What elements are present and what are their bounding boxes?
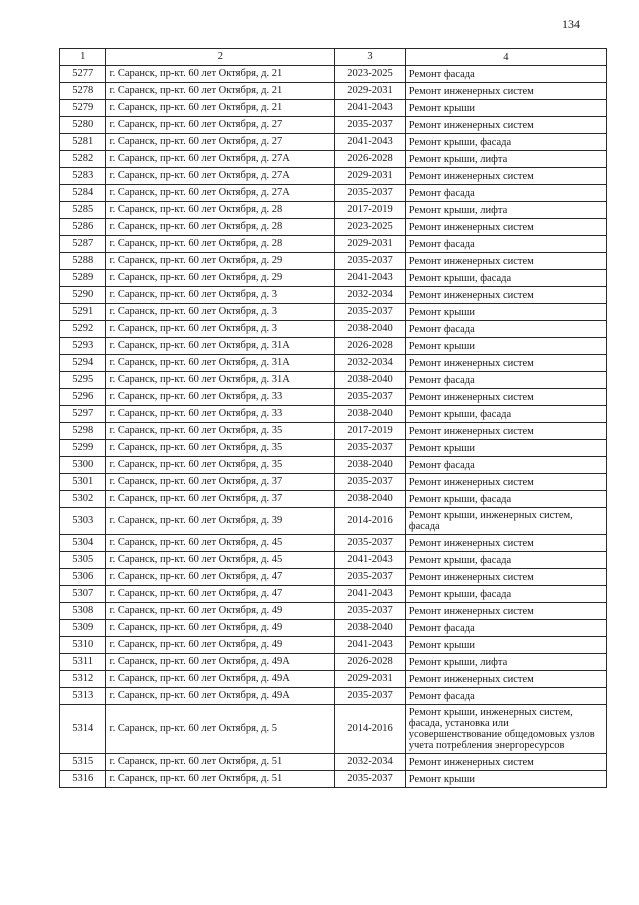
row-address: г. Саранск, пр-кт. 60 лет Октября, д. 28: [106, 202, 335, 219]
row-number: 5290: [60, 287, 106, 304]
table-row: [60, 168, 607, 185]
row-period: 2038-2040: [335, 372, 405, 389]
table-row: [60, 83, 607, 100]
row-address: г. Саранск, пр-кт. 60 лет Октября, д. 33: [106, 406, 335, 423]
table-row: [60, 338, 607, 355]
row-address: г. Саранск, пр-кт. 60 лет Октября, д. 31А: [106, 355, 335, 372]
row-period: 2017-2019: [335, 423, 405, 440]
row-period: 2017-2019: [335, 202, 405, 219]
row-work-type: Ремонт инженерных систем: [405, 569, 606, 586]
row-period: 2014-2016: [335, 508, 405, 535]
row-number: 5305: [60, 552, 106, 569]
row-work-type: Ремонт крыши, фасада: [405, 491, 606, 508]
row-work-type: Ремонт крыши, фасада: [405, 270, 606, 287]
row-number: 5308: [60, 603, 106, 620]
row-address: г. Саранск, пр-кт. 60 лет Октября, д. 27А: [106, 185, 335, 202]
row-work-type: Ремонт крыши: [405, 637, 606, 654]
row-address: г. Саранск, пр-кт. 60 лет Октября, д. 39: [106, 508, 335, 535]
table-row: [60, 219, 607, 236]
table-row: [60, 270, 607, 287]
row-period: 2014-2016: [335, 705, 405, 754]
row-address: г. Саранск, пр-кт. 60 лет Октября, д. 33: [106, 389, 335, 406]
row-period: 2041-2043: [335, 134, 405, 151]
row-address: г. Саранск, пр-кт. 60 лет Октября, д. 29: [106, 253, 335, 270]
row-work-type: Ремонт крыши: [405, 771, 606, 788]
row-work-type: Ремонт фасада: [405, 688, 606, 705]
row-period: 2029-2031: [335, 671, 405, 688]
table-row: [60, 457, 607, 474]
row-period: 2035-2037: [335, 389, 405, 406]
row-period: 2026-2028: [335, 151, 405, 168]
row-address: г. Саранск, пр-кт. 60 лет Октября, д. 49: [106, 637, 335, 654]
row-address: г. Саранск, пр-кт. 60 лет Октября, д. 3: [106, 287, 335, 304]
row-work-type: Ремонт крыши, фасада: [405, 406, 606, 423]
row-work-type: Ремонт крыши, лифта: [405, 151, 606, 168]
table-row: [60, 688, 607, 705]
row-number: 5293: [60, 338, 106, 355]
row-period: 2035-2037: [335, 603, 405, 620]
table-row: [60, 372, 607, 389]
table-row: [60, 185, 607, 202]
row-work-type: Ремонт крыши: [405, 440, 606, 457]
table-row: [60, 236, 607, 253]
table-row: [60, 406, 607, 423]
row-number: 5280: [60, 117, 106, 134]
row-number: 5279: [60, 100, 106, 117]
row-period: 2023-2025: [335, 66, 405, 83]
row-work-type: Ремонт фасада: [405, 457, 606, 474]
table-row: [60, 603, 607, 620]
row-work-type: Ремонт инженерных систем: [405, 474, 606, 491]
row-work-type: Ремонт крыши, фасада: [405, 134, 606, 151]
table-row: [60, 508, 607, 535]
table-row: [60, 253, 607, 270]
row-work-type: Ремонт инженерных систем: [405, 253, 606, 270]
row-work-type: Ремонт фасада: [405, 236, 606, 253]
row-number: 5316: [60, 771, 106, 788]
row-period: 2035-2037: [335, 771, 405, 788]
table-row: [60, 440, 607, 457]
row-number: 5292: [60, 321, 106, 338]
row-work-type: Ремонт крыши, лифта: [405, 654, 606, 671]
row-number: 5286: [60, 219, 106, 236]
row-address: г. Саранск, пр-кт. 60 лет Октября, д. 35: [106, 457, 335, 474]
row-work-type: Ремонт инженерных систем: [405, 603, 606, 620]
row-address: г. Саранск, пр-кт. 60 лет Октября, д. 47: [106, 586, 335, 603]
table-row: [60, 474, 607, 491]
row-number: 5309: [60, 620, 106, 637]
row-work-type: Ремонт фасада: [405, 372, 606, 389]
row-address: г. Саранск, пр-кт. 60 лет Октября, д. 28: [106, 236, 335, 253]
table-row: [60, 754, 607, 771]
row-number: 5281: [60, 134, 106, 151]
table-row: [60, 671, 607, 688]
row-address: г. Саранск, пр-кт. 60 лет Октября, д. 49А: [106, 671, 335, 688]
row-period: 2035-2037: [335, 304, 405, 321]
row-number: 5295: [60, 372, 106, 389]
header-col-1: 1: [60, 49, 106, 66]
row-period: 2029-2031: [335, 168, 405, 185]
row-work-type: Ремонт инженерных систем: [405, 535, 606, 552]
row-work-type: Ремонт крыши, инженерных систем, фасада, установка или усовершенствование общедомовых узлов учета потребления энергоресурсов: [405, 705, 606, 754]
table-row: [60, 321, 607, 338]
row-address: г. Саранск, пр-кт. 60 лет Октября, д. 28: [106, 219, 335, 236]
page-number: 134: [562, 17, 580, 31]
row-number: 5311: [60, 654, 106, 671]
row-number: 5283: [60, 168, 106, 185]
row-address: г. Саранск, пр-кт. 60 лет Октября, д. 3: [106, 304, 335, 321]
row-number: 5288: [60, 253, 106, 270]
row-number: 5300: [60, 457, 106, 474]
row-period: 2032-2034: [335, 754, 405, 771]
row-work-type: Ремонт крыши: [405, 100, 606, 117]
row-number: 5291: [60, 304, 106, 321]
row-period: 2041-2043: [335, 552, 405, 569]
table-row: [60, 66, 607, 83]
row-period: 2041-2043: [335, 586, 405, 603]
table-row: [60, 389, 607, 406]
row-number: 5284: [60, 185, 106, 202]
row-work-type: Ремонт инженерных систем: [405, 83, 606, 100]
row-address: г. Саранск, пр-кт. 60 лет Октября, д. 29: [106, 270, 335, 287]
row-work-type: Ремонт крыши: [405, 338, 606, 355]
row-period: 2038-2040: [335, 321, 405, 338]
row-address: г. Саранск, пр-кт. 60 лет Октября, д. 27А: [106, 168, 335, 185]
row-work-type: Ремонт крыши, инженерных систем, фасада: [405, 508, 606, 535]
row-period: 2038-2040: [335, 457, 405, 474]
table-row: [60, 654, 607, 671]
row-work-type: Ремонт инженерных систем: [405, 671, 606, 688]
row-period: 2026-2028: [335, 338, 405, 355]
row-address: г. Саранск, пр-кт. 60 лет Октября, д. 21: [106, 66, 335, 83]
row-work-type: Ремонт инженерных систем: [405, 117, 606, 134]
row-number: 5303: [60, 508, 106, 535]
repair-schedule-table: [59, 48, 607, 788]
row-number: 5277: [60, 66, 106, 83]
table-row: [60, 586, 607, 603]
row-address: г. Саранск, пр-кт. 60 лет Октября, д. 35: [106, 440, 335, 457]
row-work-type: Ремонт крыши, фасада: [405, 552, 606, 569]
row-address: г. Саранск, пр-кт. 60 лет Октября, д. 27А: [106, 151, 335, 168]
row-address: г. Саранск, пр-кт. 60 лет Октября, д. 37: [106, 474, 335, 491]
row-address: г. Саранск, пр-кт. 60 лет Октября, д. 45: [106, 552, 335, 569]
row-address: г. Саранск, пр-кт. 60 лет Октября, д. 49А: [106, 688, 335, 705]
row-number: 5304: [60, 535, 106, 552]
row-work-type: Ремонт инженерных систем: [405, 287, 606, 304]
table-row: [60, 151, 607, 168]
row-number: 5312: [60, 671, 106, 688]
row-work-type: Ремонт фасада: [405, 321, 606, 338]
row-address: г. Саранск, пр-кт. 60 лет Октября, д. 21: [106, 100, 335, 117]
row-work-type: Ремонт крыши: [405, 304, 606, 321]
row-period: 2041-2043: [335, 270, 405, 287]
row-period: 2035-2037: [335, 440, 405, 457]
row-work-type: Ремонт фасада: [405, 66, 606, 83]
header-col-3: 3: [335, 49, 405, 66]
table-row: [60, 620, 607, 637]
row-work-type: Ремонт инженерных систем: [405, 168, 606, 185]
table-row: [60, 304, 607, 321]
table-row: [60, 569, 607, 586]
row-period: 2035-2037: [335, 535, 405, 552]
row-address: г. Саранск, пр-кт. 60 лет Октября, д. 49: [106, 603, 335, 620]
row-address: г. Саранск, пр-кт. 60 лет Октября, д. 5: [106, 705, 335, 754]
row-address: г. Саранск, пр-кт. 60 лет Октября, д. 51: [106, 771, 335, 788]
table-row: [60, 355, 607, 372]
row-number: 5285: [60, 202, 106, 219]
row-number: 5287: [60, 236, 106, 253]
row-number: 5294: [60, 355, 106, 372]
row-number: 5301: [60, 474, 106, 491]
row-number: 5310: [60, 637, 106, 654]
row-work-type: Ремонт крыши, лифта: [405, 202, 606, 219]
row-address: г. Саранск, пр-кт. 60 лет Октября, д. 51: [106, 754, 335, 771]
table-header-row: [60, 49, 607, 66]
row-number: 5289: [60, 270, 106, 287]
row-work-type: Ремонт инженерных систем: [405, 389, 606, 406]
row-address: г. Саранск, пр-кт. 60 лет Октября, д. 27: [106, 134, 335, 151]
row-number: 5299: [60, 440, 106, 457]
table-row: [60, 705, 607, 754]
row-period: 2032-2034: [335, 287, 405, 304]
table-row: [60, 117, 607, 134]
row-address: г. Саранск, пр-кт. 60 лет Октября, д. 3: [106, 321, 335, 338]
table-row: [60, 287, 607, 304]
row-number: 5314: [60, 705, 106, 754]
table-row: [60, 535, 607, 552]
row-period: 2035-2037: [335, 569, 405, 586]
row-address: г. Саранск, пр-кт. 60 лет Октября, д. 21: [106, 83, 335, 100]
row-work-type: Ремонт фасада: [405, 185, 606, 202]
row-address: г. Саранск, пр-кт. 60 лет Октября, д. 31А: [106, 338, 335, 355]
row-work-type: Ремонт инженерных систем: [405, 423, 606, 440]
row-number: 5278: [60, 83, 106, 100]
row-number: 5307: [60, 586, 106, 603]
row-work-type: Ремонт инженерных систем: [405, 754, 606, 771]
row-address: г. Саранск, пр-кт. 60 лет Октября, д. 49А: [106, 654, 335, 671]
row-period: 2023-2025: [335, 219, 405, 236]
table-row: [60, 134, 607, 151]
row-address: г. Саранск, пр-кт. 60 лет Октября, д. 49: [106, 620, 335, 637]
table-row: [60, 202, 607, 219]
row-number: 5298: [60, 423, 106, 440]
row-address: г. Саранск, пр-кт. 60 лет Октября, д. 47: [106, 569, 335, 586]
row-period: 2029-2031: [335, 83, 405, 100]
table-row: [60, 552, 607, 569]
table-row: [60, 423, 607, 440]
row-period: 2035-2037: [335, 185, 405, 202]
row-number: 5315: [60, 754, 106, 771]
row-work-type: Ремонт инженерных систем: [405, 219, 606, 236]
row-address: г. Саранск, пр-кт. 60 лет Октября, д. 37: [106, 491, 335, 508]
row-period: 2035-2037: [335, 253, 405, 270]
row-period: 2029-2031: [335, 236, 405, 253]
row-period: 2026-2028: [335, 654, 405, 671]
header-col-4: 4: [405, 49, 606, 66]
table-row: [60, 100, 607, 117]
table-row: [60, 491, 607, 508]
row-address: г. Саранск, пр-кт. 60 лет Октября, д. 31А: [106, 372, 335, 389]
row-period: 2035-2037: [335, 474, 405, 491]
row-address: г. Саранск, пр-кт. 60 лет Октября, д. 27: [106, 117, 335, 134]
row-period: 2038-2040: [335, 406, 405, 423]
row-period: 2041-2043: [335, 100, 405, 117]
row-period: 2041-2043: [335, 637, 405, 654]
row-work-type: Ремонт инженерных систем: [405, 355, 606, 372]
row-period: 2035-2037: [335, 117, 405, 134]
row-number: 5313: [60, 688, 106, 705]
row-period: 2038-2040: [335, 620, 405, 637]
row-period: 2035-2037: [335, 688, 405, 705]
table-row: [60, 637, 607, 654]
row-number: 5306: [60, 569, 106, 586]
table-row: [60, 771, 607, 788]
row-number: 5282: [60, 151, 106, 168]
row-number: 5302: [60, 491, 106, 508]
row-period: 2038-2040: [335, 491, 405, 508]
row-number: 5297: [60, 406, 106, 423]
row-address: г. Саранск, пр-кт. 60 лет Октября, д. 35: [106, 423, 335, 440]
row-number: 5296: [60, 389, 106, 406]
row-work-type: Ремонт крыши, фасада: [405, 586, 606, 603]
row-period: 2032-2034: [335, 355, 405, 372]
header-col-2: 2: [106, 49, 335, 66]
row-work-type: Ремонт фасада: [405, 620, 606, 637]
row-address: г. Саранск, пр-кт. 60 лет Октября, д. 45: [106, 535, 335, 552]
